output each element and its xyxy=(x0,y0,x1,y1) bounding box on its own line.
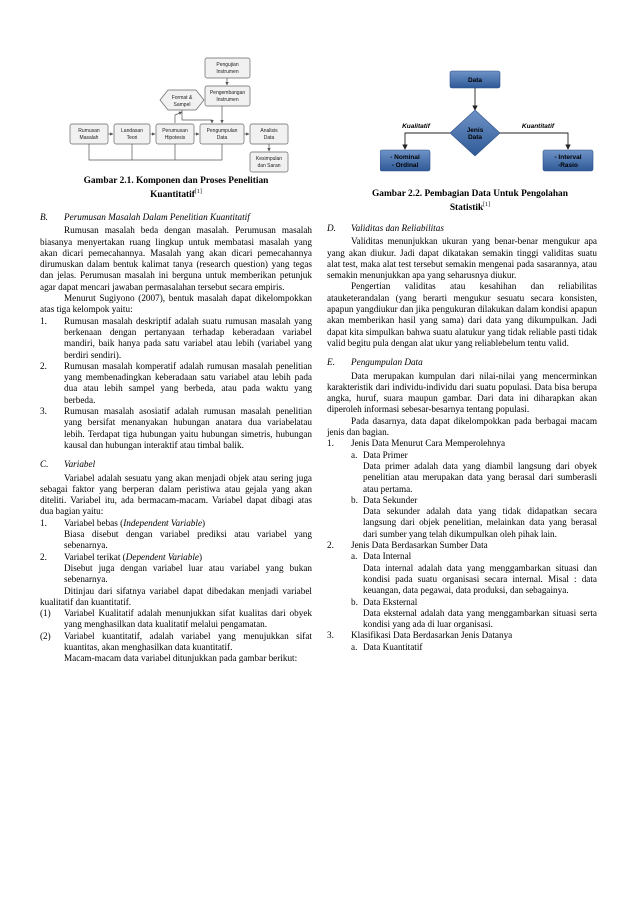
figure-research-process-diagram xyxy=(62,54,292,176)
sub-list-letter: a. xyxy=(351,641,358,652)
list-item xyxy=(327,540,597,551)
list-text-italic: Independent Variable xyxy=(123,517,203,528)
list-description: Biasa disebut dengan variabel prediksi atau variabel yang sebenarnya. xyxy=(64,529,312,551)
figure2-caption-line2: Statistik xyxy=(449,203,484,214)
box-kesimpulan xyxy=(250,152,288,172)
list-text: Rumusan masalah deskriptif adalah suatu rumusan masalah yang berkenaan dengan pertanyaan terhadap keberadaan variabel mandiri, baik hanya pada satu variabel atau lebih (variabel yang berdiri sendiri). xyxy=(64,315,312,360)
section-d-paragraph-2: Pengertian validitas atau kesahihan dan reliabilitas atauketerandalan (yang berarti mengukur sesuatu secara konsisten, apapun yangdiukur dan jika pengukuran dilakukan dalam kondisi apapun akan memberikan hasil yang sama) dari data yang dikumpulkan. Jadi dapat kita simpulkan bahwa suatu alatukur yang tidak reliable pasti tidak valid begitu pula dengan alat ukur yang reliablebelum tentu valid. xyxy=(327,281,597,348)
label-rasio: -Rasio xyxy=(558,162,578,169)
section-c-paragraph-3: Macam-macam data variabel ditunjukkan pada gambar berikut: xyxy=(64,653,298,664)
list-item xyxy=(40,518,312,552)
section-d-heading xyxy=(327,223,597,234)
label-jenis-2: Data xyxy=(467,134,483,141)
list-number: 2. xyxy=(40,360,47,371)
label-kuantitatif: Kuantitatif xyxy=(521,123,555,130)
list-text: Klasifikasi Data Berdasarkan Jenis Datanya xyxy=(351,630,513,641)
sub-list-item xyxy=(327,450,597,461)
section-d-paragraph-1: Validitas menunjukkan ukuran yang benar-benar mengukur apa yang akan diukur. Jadi dapat dikatakan semakin tinggi validitas suatu alat test, maka alat test tersebut semakin mengenai pada sasarannya, atau semakin menunjukkan apa yang seharusnya diukur. xyxy=(327,236,597,281)
section-e-paragraph-1: Data merupakan kumpulan dari nilai-nilai yang mencerminkan karakteristik dari individu-individu dari suatu populasi. Data bisa berupa angka, huruf, suara maupun gambar. Dari data ini diharapkan akan diperoleh informasi sebesar-besarnya tentang populasi. xyxy=(327,370,597,415)
right-column xyxy=(327,217,597,653)
sub-list-description: Data primer adalah data yang diambil langsung dari obyek penelitian atau merupakan data yang berasal dari sumberasli atau pertama. xyxy=(363,460,597,494)
label-jenis-1: Jenis xyxy=(466,127,484,134)
box-rumusan xyxy=(70,124,108,144)
section-c-paragraph-1: Variabel adalah sesuatu yang akan menjadi objek atau sering juga sebagai faktor yang berperan dalam peristiwa atau gejala yang akan diteliti. Variabel itu, ada bermacam-macam. Variabel dapat dibagi atas dua bagian yaitu: xyxy=(40,472,312,517)
list-text-pre: Variabel terikat ( xyxy=(64,551,126,562)
sub-list-title: Data Kuantitatif xyxy=(363,641,423,652)
list-item xyxy=(40,608,312,631)
list-text-post: ) xyxy=(202,517,206,528)
text-analisis-2: Data xyxy=(263,135,275,141)
text-pengujian-1: Pengujian xyxy=(216,62,239,68)
section-b-number: B. xyxy=(40,212,48,222)
label-kualitatif: Kualitatif xyxy=(402,123,430,130)
sub-list-title: Data Sekunder xyxy=(363,494,418,505)
section-b-title: Perumusan Masalah Dalam Penelitian Kuantitatif xyxy=(64,212,250,222)
list-text-post: ) xyxy=(198,551,203,562)
text-format-1: Format & xyxy=(171,95,193,101)
list-number: 2. xyxy=(327,540,334,551)
section-e-title: Pengumpulan Data xyxy=(351,357,423,368)
text-kesimpulan-1: Kesimpulan xyxy=(255,156,283,162)
list-description: Disebut juga dengan variabel luar atau variabel yang bukan sebenarnya. xyxy=(64,562,312,585)
list-item xyxy=(40,406,312,451)
text-perumusan-2: Hipotesis xyxy=(164,135,186,141)
figure1-caption-line1: Gambar 2.1. Komponen dan Proses Penelitian xyxy=(83,176,269,186)
figure1-caption-line2: Kuantitatif xyxy=(150,190,195,201)
list-item xyxy=(327,438,597,449)
section-b-paragraph-1: Rumusan masalah beda dengan masalah. Perumusan masalah biasanya menyertakan ruang lingkup untuk membatasi masalah yang akan dicari pemecahannya. Masalah yang akan dicari pemecahannya dirumuskan dalam bentuk kalimat tanya (research question) yang tegas dan jelas. Perumusan masalah ini berguna untuk memberikan petunjuk agar dapat mencari jawaban permasalahan tersebut secara empiris. xyxy=(40,225,312,292)
label-ordinal: - Ordinal xyxy=(391,162,419,169)
figure1-caption xyxy=(40,176,312,201)
text-perumusan-1: Perumusan xyxy=(162,128,188,134)
figure2-caption xyxy=(335,189,605,214)
text-landasan-2: Teori xyxy=(126,135,138,141)
list-item xyxy=(40,631,312,654)
list-item xyxy=(40,361,312,406)
sub-list-item xyxy=(327,597,597,608)
section-c-heading xyxy=(40,459,312,470)
box-pengumpulan xyxy=(200,124,244,144)
label-data: Data xyxy=(467,77,483,84)
list-text: Variabel kuantitatif, adalah variabel yang menujukkan sifat kuantitas, akan menghasilkan data kuantitatif. xyxy=(64,630,312,652)
list-text: Jenis Data Menurut Cara Memperolehnya xyxy=(351,438,506,449)
list-number: (1) xyxy=(40,608,51,619)
figure2-caption-line1: Gambar 2.2. Pembagian Data Untuk Pengolahan xyxy=(372,189,568,199)
figure2-caption-ref: [1] xyxy=(483,202,491,208)
section-c-number: C. xyxy=(40,459,49,470)
section-b-heading xyxy=(40,212,312,223)
box-analisis xyxy=(250,124,288,144)
list-item xyxy=(40,552,312,586)
sub-list-description: Data eksternal adalah data yang menggambarkan situasi serta kondisi yang ada di luar organisasi. xyxy=(363,607,597,630)
list-text: Rumusan masalah asosiatif adalah rumusan masalah penelitian yang bersifat menanyakan hubungan anatara dua variabelatau lebih. Terdapat tiga hubungan yaitu hubungan simetris, hubungan kausal dan hubungan interaktif atau timbal balik. xyxy=(64,406,312,450)
text-pengujian-2: Instrumen xyxy=(216,69,239,75)
text-pengumpulan-1: Pengumpulan xyxy=(206,128,238,134)
box-pengembangan xyxy=(205,86,250,106)
section-b-paragraph-2: Menurut Sugiyono (2007), bentuk masalah dapat dikelompokkan atas tiga kelompok yaitu: xyxy=(40,293,312,315)
list-text: Variabel Kualitatif adalah menunjukkan sifat kualitas dari obyek yang menghasilkan data kualitatif melalui pengamatan. xyxy=(64,608,312,630)
text-rumusan-2: Masalah xyxy=(79,135,99,141)
section-e-heading xyxy=(327,357,597,368)
sub-list-letter: b. xyxy=(351,596,358,607)
sub-list-title: Data Internal xyxy=(363,551,412,562)
list-text-italic: Dependent Variable xyxy=(125,551,199,562)
text-pengembangan-2: Instrumen xyxy=(216,97,239,103)
section-c-paragraph-2: Ditinjau dari sifatnya variabel dapat dibedakan menjadi variabel kualitatif dan kuantitatif. xyxy=(40,585,312,607)
section-d-number: D. xyxy=(327,223,336,233)
sub-list-item xyxy=(327,551,597,562)
box-perumusan xyxy=(156,124,194,144)
sub-list-item xyxy=(327,495,597,506)
box-pengujian xyxy=(205,58,250,78)
list-text: Rumusan masalah komperatif adalah rumusan masalah penelitian yang membenadingkan keberadaan satu variabel atau lebih pada dua atau lebih sampel yang berbeda, atau pada waktu yang berbeda. xyxy=(64,360,312,405)
figure-data-classification-diagram xyxy=(380,66,620,186)
list-text: Jenis Data Berdasarkan Sumber Data xyxy=(351,540,488,551)
section-e-number: E. xyxy=(327,357,335,368)
sub-list-letter: a. xyxy=(351,551,358,562)
sub-list-title: Data Primer xyxy=(363,449,408,460)
list-number: 2. xyxy=(40,551,47,562)
text-kesimpulan-2: dan Saran xyxy=(257,163,281,169)
list-number: 1. xyxy=(40,315,47,326)
box-landasan xyxy=(114,124,150,144)
left-column xyxy=(40,206,312,665)
text-format-2: Sampel xyxy=(173,102,191,108)
list-number: 1. xyxy=(40,517,47,528)
sub-list-description: Data internal adalah data yang menggambarkan situasi dan kondisi pada suatu organisasi secara internal. Misal : data keuangan, data pegawai, data produksi, dan sebagainya. xyxy=(363,562,597,596)
figure1-caption-ref: [1] xyxy=(194,189,202,195)
text-analisis-1: Analisis xyxy=(260,128,278,134)
list-number: (2) xyxy=(40,630,51,641)
sub-list-title: Data Eksternal xyxy=(363,596,418,607)
list-number: 3. xyxy=(327,630,334,641)
label-nominal: - Nominal xyxy=(390,154,420,161)
section-d-title: Validitas dan Reliabilitas xyxy=(351,223,444,233)
section-e-paragraph-2: Pada dasarnya, data dapat dikelompokkan pada berbagai macam jenis dan bagian. xyxy=(327,415,597,438)
sub-list-description: Data sekunder adalah data yang tidak didapatkan secara langsung dari objek penelitian, melainkan data yang berasal dari sumber yang telah dikumpulkan oleh pihak lain. xyxy=(363,506,597,539)
sub-list-item xyxy=(327,642,597,653)
list-number: 3. xyxy=(40,406,47,417)
list-item xyxy=(40,316,312,361)
text-pengumpulan-2: Data xyxy=(216,135,228,141)
text-landasan-1: Landasan xyxy=(121,128,143,134)
sub-list-letter: b. xyxy=(351,494,358,505)
label-interval: - Interval xyxy=(554,154,582,161)
sub-list-letter: a. xyxy=(351,449,358,460)
text-rumusan-1: Rumusan xyxy=(78,128,100,134)
list-number: 1. xyxy=(327,438,334,449)
text-pengembangan-1: Pengembangan xyxy=(209,90,246,96)
section-c-title: Variabel xyxy=(64,459,96,470)
list-item xyxy=(327,630,597,641)
list-text-pre: Variabel bebas ( xyxy=(64,517,124,528)
